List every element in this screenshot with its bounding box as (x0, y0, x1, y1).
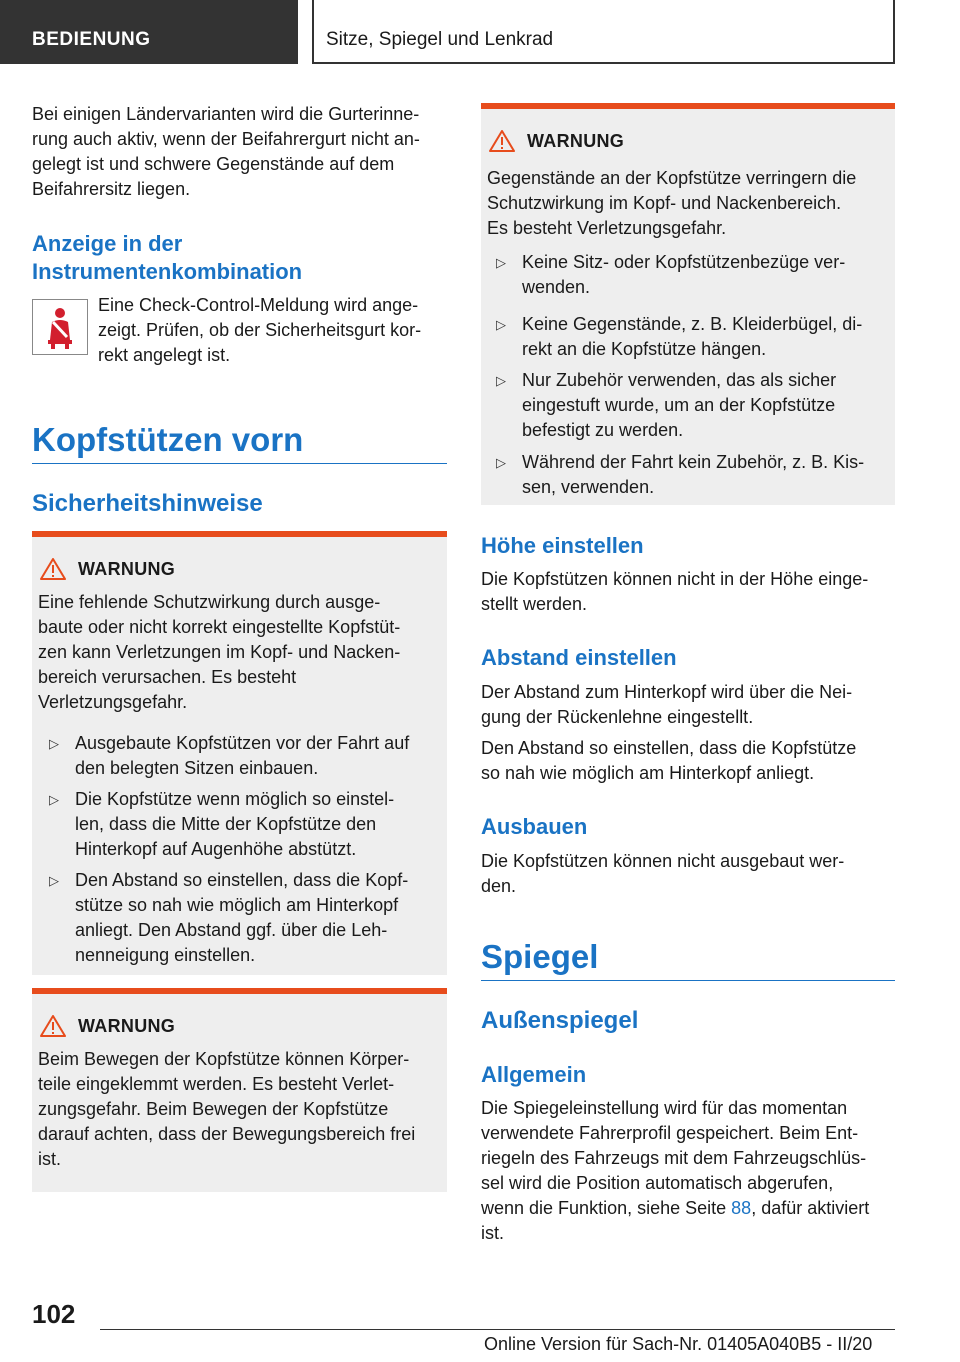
text-line: zeigt. Prüfen, ob der Sicherheitsgurt kor- (98, 320, 422, 340)
text-line: Den Abstand so einstellen, dass die Kopfstütze (481, 738, 857, 758)
warning-label: WARNUNG (78, 559, 176, 579)
text-line: darauf achten, dass der Bewegungsbereich frei (38, 1124, 416, 1144)
text-line: rung auch aktiv, wenn der Beifahrergurt nicht an- (32, 129, 420, 149)
heading-line: Instrumentenkombination (32, 259, 303, 284)
bullet-arrow-icon: ▷ (496, 455, 506, 470)
warning-box-2 (32, 988, 447, 1192)
ausbauen-heading: Ausbauen (481, 814, 588, 839)
warning-label: WARNUNG (527, 131, 625, 151)
bullet-arrow-icon: ▷ (49, 792, 59, 807)
kopfstuetzen-heading: Kopfstützen vorn (32, 421, 304, 458)
text-line: Keine Gegenstände, z. B. Kleiderbügel, di- (522, 314, 863, 334)
text-line: Gegenstände an der Kopfstütze verringern die (487, 168, 857, 188)
hoehe-heading: Höhe einstellen (481, 533, 644, 558)
text-line: sel wird die Position automatisch abgerufen, (481, 1173, 834, 1193)
list-item (49, 731, 440, 781)
text-line: stellt werden. (481, 594, 588, 614)
text-line: Die Kopfstützen können nicht ausgebaut wer- (481, 851, 845, 871)
warning-text (38, 1047, 443, 1172)
text-line: Die Kopfstützen können nicht in der Höhe einge- (481, 569, 869, 589)
text-fragment: , dafür aktiviert (751, 1198, 870, 1218)
text-line: den belegten Sitzen einbauen. (75, 758, 319, 778)
text-line: Der Abstand zum Hinterkopf wird über die Nei- (481, 682, 853, 702)
warning-label: WARNUNG (78, 1016, 176, 1036)
text-line: Die Spiegeleinstellung wird für das momentan (481, 1098, 848, 1118)
list-item (496, 368, 887, 443)
abstand-text-1 (481, 680, 901, 730)
seatbelt-warning-icon (32, 299, 88, 355)
bullet-arrow-icon: ▷ (496, 317, 506, 332)
list-item (496, 312, 887, 362)
text-line: Eine fehlende Schutzwirkung durch ausge- (38, 592, 381, 612)
anzeige-text (98, 293, 450, 368)
text-line: Schutzwirkung im Kopf- und Nackenbereich. (487, 193, 842, 213)
warning-box-1 (32, 531, 447, 975)
warning-triangle-icon (489, 129, 515, 153)
bullet-arrow-icon: ▷ (49, 873, 59, 888)
footer-text: Online Version für Sach-Nr. 01405A040B5 - II/20 (484, 1334, 873, 1354)
text-line: eingestuft wurde, um an der Kopfstütze (522, 395, 836, 415)
list-item (49, 787, 440, 862)
text-line: Verletzungsgefahr. (38, 692, 188, 712)
bullet-arrow-icon: ▷ (496, 373, 506, 388)
aussenspiegel-heading: Außenspiegel (481, 1007, 639, 1034)
text-line: nenneigung einstellen. (75, 945, 256, 965)
bullet-arrow-icon: ▷ (496, 255, 506, 270)
text-line: bereich verursachen. Es besteht (38, 667, 297, 687)
heading-rule (481, 980, 895, 981)
header-chapter-tab (312, 0, 895, 64)
bullet-arrow-icon: ▷ (49, 736, 59, 751)
ausbauen-text (481, 849, 901, 899)
text-fragment: wenn die Funktion, siehe Seite (481, 1198, 732, 1218)
text-line: Beim Bewegen der Kopfstütze können Körper- (38, 1049, 410, 1069)
text-line: Den Abstand so einstellen, dass die Kopf- (75, 870, 409, 890)
text-line (481, 1196, 901, 1221)
text-line: Es besteht Verletzungsgefahr. (487, 218, 727, 238)
text-line: teile eingeklemmt werden. Es besteht Verlet- (38, 1074, 395, 1094)
text-line: verwendete Fahrerprofil gespeichert. Beim Ent- (481, 1123, 859, 1143)
sicherheitshinweise-heading: Sicherheitshinweise (32, 490, 263, 517)
anzeige-heading (32, 230, 302, 286)
allgemein-heading: Allgemein (481, 1062, 587, 1087)
text-line: zen kann Verletzungen im Kopf- und Nacken- (38, 642, 401, 662)
text-line: Die Kopfstütze wenn möglich so einstel- (75, 789, 395, 809)
text-line: Beifahrersitz liegen. (32, 179, 191, 199)
warning-text (487, 166, 891, 241)
text-line: Ausgebaute Kopfstützen vor der Fahrt auf (75, 733, 410, 753)
text-line: sen, verwenden. (522, 477, 655, 497)
text-line: Nur Zubehör verwenden, das als sicher (522, 370, 837, 390)
header-section-label: BEDIENUNG (32, 29, 151, 50)
warning-text (38, 590, 443, 715)
text-line: so nah wie möglich am Hinterkopf anliegt. (481, 763, 815, 783)
abstand-heading: Abstand einstellen (481, 645, 677, 670)
text-line: zungsgefahr. Beim Bewegen der Kopfstütze (38, 1099, 389, 1119)
intro-paragraph (32, 102, 452, 202)
text-line: rekt angelegt ist. (98, 345, 231, 365)
text-line: Keine Sitz- oder Kopfstützenbezüge ver- (522, 252, 846, 272)
warning-box-3 (481, 103, 895, 505)
page-number: 102 (32, 1299, 76, 1329)
text-line: ist. (38, 1149, 62, 1169)
warning-triangle-icon (40, 1014, 66, 1038)
text-line: gung der Rückenlehne eingestellt. (481, 707, 754, 727)
list-item (496, 450, 887, 500)
text-line: len, dass die Mitte der Kopfstütze den (75, 814, 377, 834)
text-line: anliegt. Den Abstand ggf. über die Leh- (75, 920, 388, 940)
header-section-tab (0, 0, 298, 64)
text-line: den. (481, 876, 517, 896)
header-chapter-label: Sitze, Spiegel und Lenkrad (326, 29, 554, 50)
spiegel-heading: Spiegel (481, 938, 599, 975)
hoehe-text (481, 567, 901, 617)
text-line: Bei einigen Ländervarianten wird die Gurterinne- (32, 104, 420, 124)
text-line: Während der Fahrt kein Zubehör, z. B. Kis- (522, 452, 865, 472)
allgemein-text (481, 1096, 901, 1246)
text-line: befestigt zu werden. (522, 420, 684, 440)
text-line: wenden. (522, 277, 591, 297)
warning-triangle-icon (40, 557, 66, 581)
page-88-link[interactable]: 88 (731, 1198, 752, 1218)
text-line: ist. (481, 1223, 505, 1243)
text-line: stütze so nah wie möglich am Hinterkopf (75, 895, 399, 915)
text-line: Eine Check-Control-Meldung wird ange- (98, 295, 419, 315)
text-line: riegeln des Fahrzeugs mit dem Fahrzeugschlüs- (481, 1148, 867, 1168)
list-item (49, 868, 440, 968)
list-item (496, 250, 887, 300)
text-line: rekt an die Kopfstütze hängen. (522, 339, 767, 359)
heading-rule (32, 463, 447, 464)
text-line: Hinterkopf auf Augenhöhe abstützt. (75, 839, 357, 859)
heading-line: Anzeige in der (32, 231, 183, 256)
text-line: baute oder nicht korrekt eingestellte Kopfstüt- (38, 617, 401, 637)
abstand-text-2 (481, 736, 901, 786)
text-line: gelegt ist und schwere Gegenstände auf dem (32, 154, 395, 174)
footer-rule (100, 1329, 895, 1330)
